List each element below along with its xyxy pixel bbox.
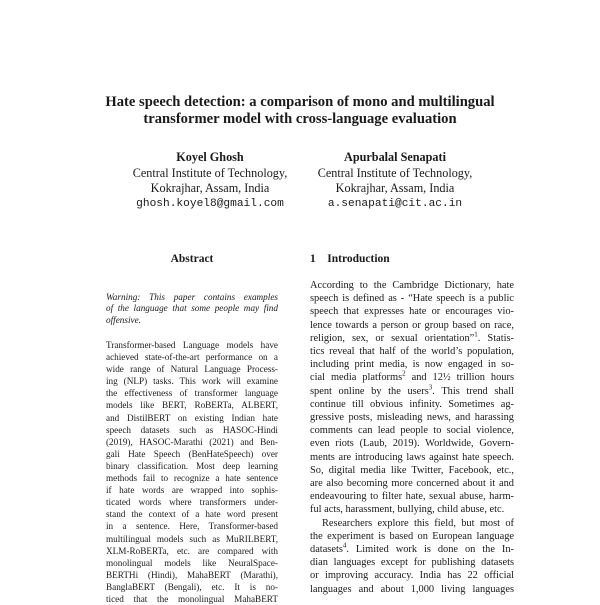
abstract-line: monolingual models like NeuralSpace- (106, 557, 278, 568)
author-email: a.senapati@cit.ac.in (327, 197, 463, 210)
introduction-line: continue till obvious infinity. Sometimes ag- (310, 398, 514, 410)
introduction-line (310, 371, 514, 384)
abstract-line: ticed that the monolingual MahaBERT (106, 593, 278, 604)
warning-line: Warning: This paper contains examples (106, 292, 278, 302)
introduction-line: including print media, is now engaged in so- (310, 359, 514, 371)
line-text: religion, sex, or sexual orientation” (310, 332, 475, 344)
introduction-line: or improving accuracy. India has 22 official (310, 570, 514, 582)
abstract-line: BanglaBERT (Bengali), etc. It is no- (106, 581, 278, 592)
introduction-line: gressive posts, misleading news, and harassing (310, 412, 514, 424)
abstract-heading: Abstract (170, 253, 214, 265)
line-text: datasets (310, 544, 343, 556)
author-location: Kokrajhar, Assam, India (335, 181, 455, 195)
abstract-line: wide range of Natural Language Process- (106, 364, 278, 375)
abstract-line: (2019), HASOC-Marathi (2021) and Ben- (106, 436, 278, 447)
author-block-1 (110, 150, 310, 212)
abstract-body (106, 339, 278, 605)
author-location: Kokrajhar, Assam, India (150, 181, 270, 195)
author-email: ghosh.koyel8@gmail.com (136, 197, 284, 210)
title-line-2: transformer model with cross-language evaluation (143, 111, 457, 127)
introduction-line: comments can lead people to social violence, (310, 425, 514, 437)
paper-title (60, 94, 540, 128)
footnote-marker: 2 (402, 369, 406, 378)
introduction-line: endeavouring to filter hate, sexual abuse, harm- (310, 491, 514, 503)
section-title: Introduction (327, 253, 390, 265)
abstract-line: the effectiveness of transformer language (106, 388, 278, 399)
introduction-line: are also becoming more concerned about it and (310, 478, 514, 490)
introduction-line (310, 385, 514, 398)
footnote-marker: 1 (474, 330, 478, 339)
abstract-line: ing (NLP) tasks. This work will examine (106, 376, 278, 387)
abstract-line: BERTHi (Hindi), MahaBERT (Marathi), (106, 569, 278, 580)
line-text-continued: . Statis- (477, 332, 514, 344)
introduction-line (310, 543, 514, 556)
author-affiliation: Central Institute of Technology, (132, 165, 288, 180)
line-text: spent online by the users (310, 385, 429, 397)
footnote-marker: 3 (428, 383, 433, 392)
introduction-line: ments are introducing laws against hate speech. (310, 451, 514, 463)
introduction-line: ful acts, harassment, bullying, child abuse, etc. (310, 504, 505, 516)
author-name: Apurbalal Senapati (344, 150, 446, 164)
content-warning (106, 292, 278, 326)
introduction-line: lence towards a person or group based on race, (310, 319, 514, 331)
abstract-line: Transformer-based Language models have (106, 340, 278, 350)
abstract-line: stand the context of a hate word present (106, 509, 278, 520)
line-text-continued: . Limited work is done on the In- (346, 544, 514, 556)
warning-line: of the language that some people may find (106, 303, 278, 314)
introduction-heading (310, 253, 390, 265)
introduction-line (310, 332, 514, 345)
introduction-line: languages and about 1,000 living languages (310, 583, 514, 595)
footnote-marker: 4 (342, 541, 347, 550)
abstract-line: XLM-RoBERTa, etc. are compared with (106, 545, 278, 556)
introduction-line: even riots (Laub, 2019). Worldwide, Govern- (310, 438, 514, 450)
abstract-line: models like BERT, RoBERTa, ALBERT, (106, 400, 278, 411)
abstract-line: if hate words are wrapped into sophis- (106, 485, 278, 496)
introduction-line: So, digital media like Twitter, Facebook, etc., (310, 464, 514, 476)
abstract-line: methods fail to recognize a hate sentence (106, 473, 278, 484)
line-text: cial media platforms (310, 372, 403, 384)
line-text-continued: and 12½ trillion hours (405, 372, 515, 384)
abstract-line: achieved state-of-the-art performance on a (106, 352, 278, 363)
title-line-1: Hate speech detection: a comparison of mono and multilingual (105, 94, 495, 110)
introduction-line: dian languages except for publishing datasets (310, 557, 514, 569)
introduction-line: speech is defined as - “Hate speech is a public (310, 293, 514, 305)
abstract-line: binary classification. Most deep learning (106, 460, 278, 471)
introduction-line: Researchers explore this field, but most of (322, 517, 514, 529)
author-name: Koyel Ghosh (176, 150, 244, 164)
abstract-line: in a sentence. Here, Transformer-based (106, 521, 278, 532)
section-number: 1 (310, 253, 316, 265)
introduction-line: According to the Cambridge Dictionary, hate (310, 280, 514, 291)
abstract-line: ticated words where transformers under- (106, 497, 278, 508)
introduction-line: the experiment is based on European language (310, 530, 514, 542)
abstract-line: and DistilBERT on existing Indian hate (106, 412, 278, 423)
abstract-line: gali Hate Speech (BenHateSpeech) over (106, 448, 278, 459)
introduction-line: tics reveal that half of the world’s population, (310, 346, 514, 358)
warning-line: offensive. (106, 314, 141, 325)
introduction-body (310, 279, 514, 596)
introduction-line: speech that expresses hate or encourages vio- (310, 306, 514, 318)
abstract-line: multilingual models such as MuRILBERT, (106, 533, 278, 544)
author-affiliation: Central Institute of Technology, (317, 165, 473, 180)
abstract-line: speech datasets such as HASOC-Hindi (106, 424, 278, 435)
line-text-continued: . This trend shall (432, 385, 514, 397)
author-block-2 (295, 150, 495, 212)
